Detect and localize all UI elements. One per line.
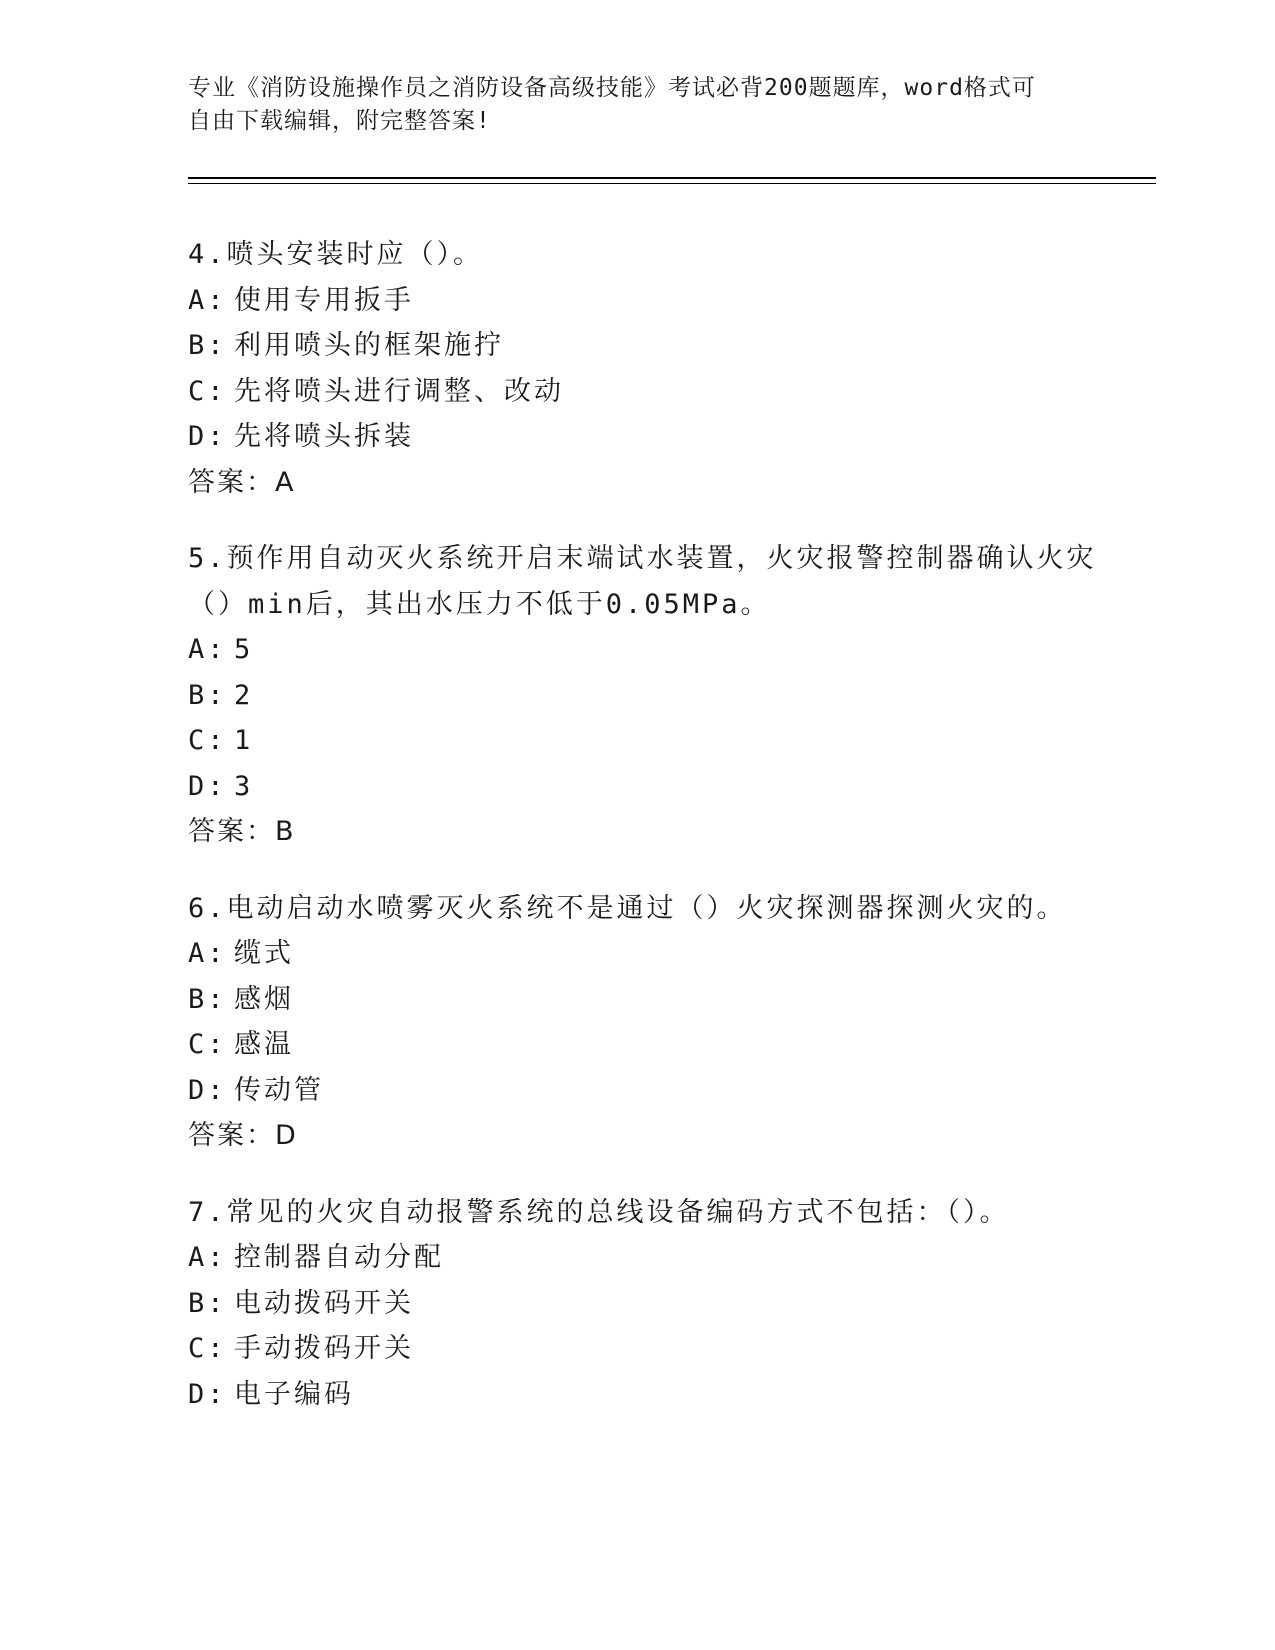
option-text: 先将喷头进行调整、改动	[234, 375, 564, 407]
option-letter: D:	[188, 1074, 227, 1106]
option-text: 感温	[234, 1029, 294, 1060]
question-7	[188, 1190, 1088, 1418]
question-list	[188, 232, 1097, 1448]
option-text: 控制器自动分配	[234, 1242, 444, 1273]
option-letter: C:	[188, 725, 227, 756]
option-a	[188, 278, 1088, 324]
option-text: 5	[234, 634, 254, 665]
option-text: 电动拨码开关	[234, 1287, 414, 1319]
option-letter: D:	[188, 770, 227, 802]
option-text: 缆式	[234, 938, 294, 969]
header-line-1: 专业《消防设施操作员之消防设备高级技能》考试必背200题题库，word格式可	[188, 75, 1036, 101]
answer-line: 答案：B	[188, 816, 296, 847]
option-c	[188, 718, 1088, 764]
question-5	[188, 536, 1097, 855]
option-letter: B:	[188, 679, 227, 711]
option-text: 3	[234, 770, 254, 802]
option-b	[188, 323, 1088, 369]
option-letter: A:	[188, 634, 227, 665]
option-letter: C:	[188, 1029, 227, 1060]
option-d	[188, 414, 1088, 460]
option-text: 感烟	[234, 983, 294, 1015]
option-text: 传动管	[234, 1074, 324, 1106]
question-stem: 4.喷头安装时应（）。	[188, 239, 484, 270]
option-text: 先将喷头拆装	[234, 421, 414, 452]
answer-line: 答案：A	[188, 466, 296, 498]
option-text: 1	[234, 725, 254, 756]
option-text: 电子编码	[234, 1378, 354, 1410]
header-divider-thick	[188, 177, 1156, 179]
option-letter: C:	[188, 375, 227, 407]
option-letter: D:	[188, 1378, 227, 1410]
option-letter: A:	[188, 938, 227, 969]
option-d	[188, 764, 1088, 810]
question-stem: 5.预作用自动灭火系统开启末端试水装置，火灾报警控制器确认火灾	[188, 543, 1097, 574]
option-letter: B:	[188, 330, 227, 361]
option-a	[188, 627, 1088, 673]
option-letter: D:	[188, 421, 227, 452]
option-letter: B:	[188, 983, 227, 1015]
option-a	[188, 931, 1088, 977]
option-text: 2	[234, 679, 254, 711]
option-letter: C:	[188, 1333, 227, 1364]
option-c	[188, 1326, 1088, 1372]
option-letter: A:	[188, 284, 227, 316]
option-b	[188, 977, 1088, 1023]
option-c	[188, 1022, 1088, 1068]
option-b	[188, 1281, 1088, 1327]
answer-line: 答案：D	[188, 1120, 298, 1151]
option-text: 使用专用扳手	[234, 284, 414, 316]
question-stem-continued: （）min后，其出水压力不低于0.05MPa。	[188, 588, 771, 620]
option-letter: A:	[188, 1242, 227, 1273]
option-text: 利用喷头的框架施拧	[234, 330, 504, 361]
option-a	[188, 1235, 1088, 1281]
option-d	[188, 1068, 1088, 1114]
question-stem: 6.电动启动水喷雾灭火系统不是通过（）火灾探测器探测火灾的。	[188, 892, 1067, 924]
header-divider-thin	[188, 183, 1156, 184]
option-d	[188, 1372, 1088, 1418]
document-header	[188, 72, 1088, 138]
option-c	[188, 369, 1088, 415]
option-letter: B:	[188, 1287, 227, 1319]
question-stem: 7.常见的火灾自动报警系统的总线设备编码方式不包括：（）。	[188, 1196, 1010, 1228]
option-b	[188, 673, 1088, 719]
question-6	[188, 886, 1088, 1159]
question-4	[188, 232, 1088, 505]
option-text: 手动拨码开关	[234, 1333, 414, 1364]
header-line-2: 自由下载编辑，附完整答案!	[188, 108, 491, 134]
